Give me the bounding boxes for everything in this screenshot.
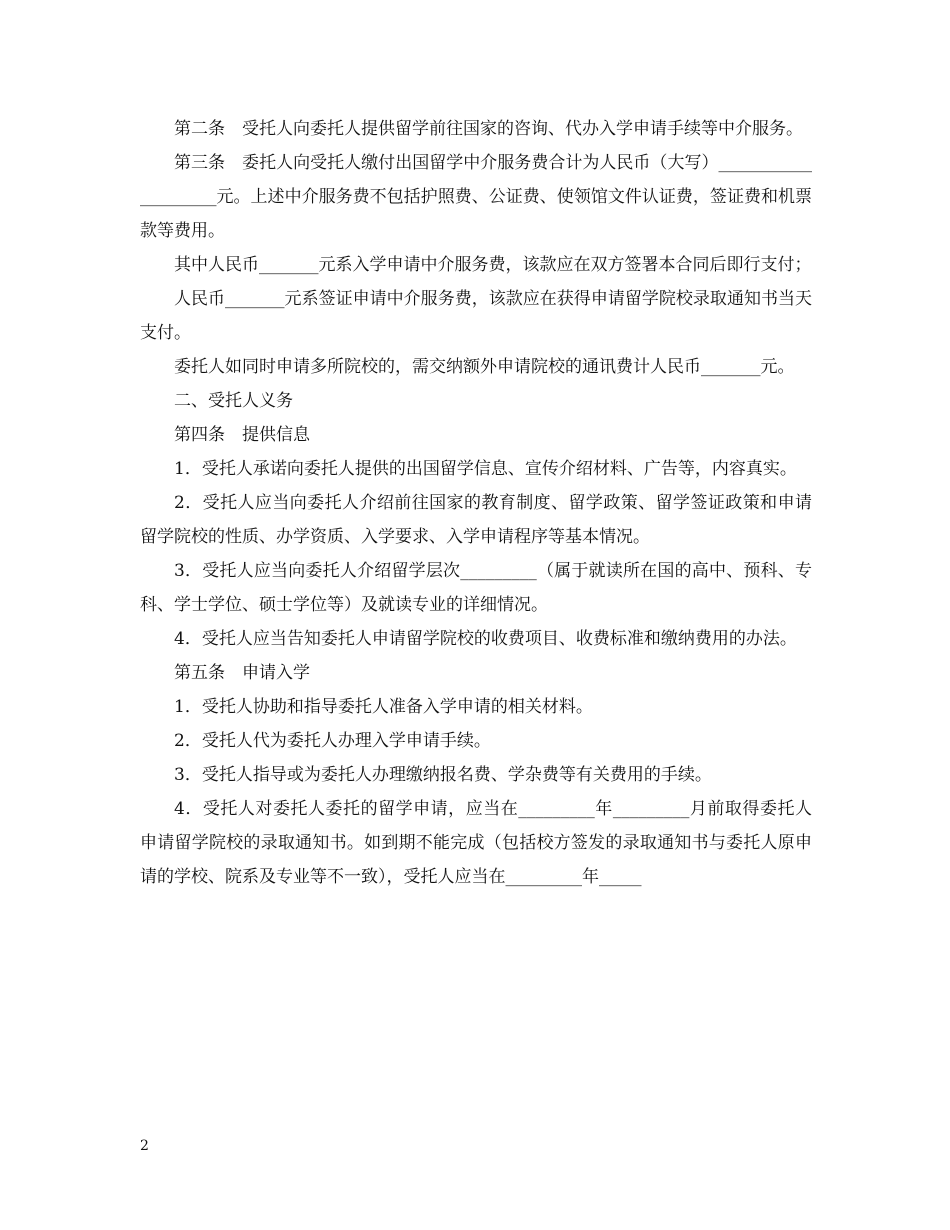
- paragraph-4-2: 2．受托人应当向委托人介绍前往国家的教育制度、留学政策、留学签证政策和申请留学院校的性质、办学资质、入学要求、入学申请程序等基本情况。: [140, 493, 812, 547]
- paragraph-5-4: 4．受托人对委托人委托的留学申请，应当在_________年_________月前取得委托人申请留学院校的录取通知书。如到期不能完成（包括校方签发的录取通知书与委托人原申请的学校、院系及专业等不一致），受托人应当在_________年_____: [140, 799, 812, 887]
- article-4-heading: 第四条 提供信息: [174, 425, 310, 445]
- paragraph-article-2: 第二条 受托人向委托人提供留学前往国家的咨询、代办入学申请手续等中介服务。: [174, 119, 803, 139]
- paragraph-4-3: 3．受托人应当向委托人介绍留学层次_________（属于就读所在国的高中、预科、专科、学士学位、硕士学位等）及就读专业的详细情况。: [140, 561, 812, 615]
- section-heading-obligations: 二、受托人义务: [174, 391, 293, 411]
- paragraph-5-1: 1．受托人协助和指导委托人准备入学申请的相关材料。: [174, 697, 593, 717]
- document-body: [140, 112, 812, 894]
- paragraph-5-2: 2．受托人代为委托人办理入学申请手续。: [174, 731, 491, 751]
- article-5-heading: 第五条 申请入学: [174, 663, 310, 683]
- paragraph-5-3: 3．受托人指导或为委托人办理缴纳报名费、学杂费等有关费用的手续。: [174, 765, 712, 785]
- page-number: 2: [140, 1138, 149, 1154]
- paragraph-visa-fee: 人民币_______元系签证申请中介服务费，该款应在获得申请留学院校录取通知书当天支付。: [140, 289, 812, 343]
- paragraph-application-fee: 其中人民币_______元系入学申请中介服务费，该款应在双方签署本合同后即行支付；: [174, 255, 812, 275]
- paragraph-extra-fee: 委托人如同时申请多所院校的，需交纳额外申请院校的通讯费计人民币_______元。: [174, 357, 795, 377]
- paragraph-article-3: 第三条 委托人向受托人缴付出国留学中介服务费合计为人民币（大写）____________________元。上述中介服务费不包括护照费、公证费、使领馆文件认证费，签证费和机票款等费用。: [140, 153, 812, 241]
- paragraph-4-4: 4．受托人应当告知委托人申请留学院校的收费项目、收费标准和缴纳费用的办法。: [174, 629, 797, 649]
- paragraph-4-1: 1．受托人承诺向委托人提供的出国留学信息、宣传介绍材料、广告等，内容真实。: [174, 459, 797, 479]
